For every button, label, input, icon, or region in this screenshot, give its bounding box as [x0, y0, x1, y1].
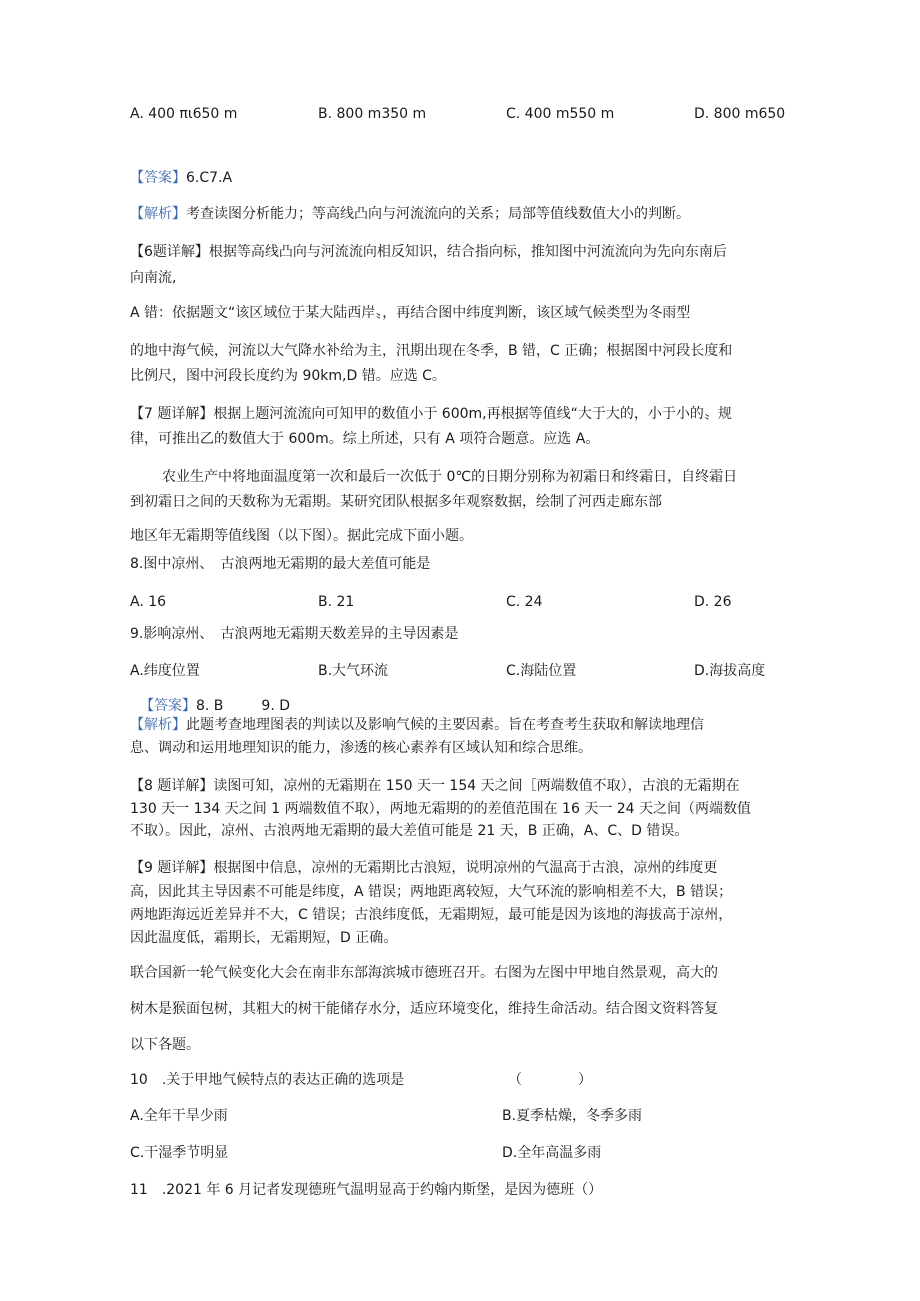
- q9-stem: 9.影响凉州、 古浪两地无霜期天数差异的主导因素是: [130, 626, 459, 642]
- q8-option-d: D. 26: [694, 594, 732, 610]
- q8-option-c: C. 24: [506, 594, 543, 610]
- passage-10-line: 联合国新一轮气候变化大会在南非东部海滨城市德班召开。右图为左图中甲地自然景观，高大的: [130, 965, 718, 981]
- answer-8-9: [140, 696, 290, 716]
- q7-option-b: B. 800 m350 m: [318, 106, 427, 122]
- detail-8-line: 【8 题详解】读图可知，凉州的无霜期在 150 天一 154 天之间［两端数值不取），古浪的无霜期在: [130, 778, 740, 794]
- analysis-8-9: [130, 715, 704, 735]
- passage-10-line: 以下各题。: [130, 1037, 200, 1053]
- q10-option-b: B.夏季枯燥，冬季多雨: [502, 1108, 643, 1124]
- analysis-8-9-cont: 息、调动和运用地理知识的能力，渗透的核心素养有区域认知和综合思维。: [130, 740, 592, 756]
- analysis-tag: 【解析】: [130, 717, 186, 733]
- q9-option-b: B.大气环流: [318, 663, 389, 679]
- q9-option-c: C.海陆位置: [506, 663, 577, 679]
- detail-7-line: 【7 题详解】根据上题河流流向可知甲的数值小于 600m,再根据等值线“大于大的，小于小的〟规: [130, 406, 732, 422]
- answer-text: 8. B: [196, 698, 224, 714]
- q7-option-c: C. 400 m550 m: [506, 106, 615, 122]
- analysis-text: 此题考查地理图表的判读以及影响气候的主要因素。旨在考查考生获取和解读地理信: [186, 717, 704, 733]
- passage-10-line: 树木是猴面包树，其粗大的树干能储存水分，适应环境变化，维持生命活动。结合图文资料答复: [130, 1001, 718, 1017]
- q7-option-d: D. 800 m650: [694, 106, 786, 122]
- detail-6-line: 的地中海气候，河流以大气降水补给为主，汛期出现在冬季，B 错，C 正确；根据图中河段长度和: [130, 343, 733, 359]
- detail-8-line: 不取）。因此，凉州、古浪两地无霜期的最大差值可能是 21 天，B 正确，A、C、D 错误。: [130, 823, 689, 839]
- q10-option-a: A.全年干旱少雨: [130, 1108, 228, 1124]
- detail-8-line: 130 天一 134 天之间 1 两端数值不取），两地无霜期的的差值范围在 16 天一 24 天之间（两端数值: [130, 801, 752, 817]
- q9-option-a: A.纬度位置: [130, 663, 200, 679]
- q10-option-c: C.干湿季节明显: [130, 1145, 229, 1161]
- q8-stem: 8.图中凉州、 古浪两地无霜期的最大差值可能是: [130, 556, 431, 572]
- passage-8-line: 到初霜日之间的天数称为无霜期。某研究团队根据多年观察数据，绘制了河西走廊东部: [130, 494, 662, 510]
- answer-text: 6.C7.A: [186, 170, 233, 186]
- detail-6-line: 向南流,: [130, 270, 177, 286]
- q9-option-d: D.海拔高度: [694, 663, 766, 679]
- answer-tag: 【答案】: [140, 698, 196, 714]
- answer-6-7: [130, 168, 232, 188]
- q10-answer-paren: （ ）: [508, 1072, 592, 1088]
- analysis-6-7: [130, 204, 690, 224]
- q10-option-d: D.全年高温多雨: [502, 1145, 602, 1161]
- detail-6-line: 比例尺，图中河段长度约为 90km,D 错。应选 C。: [130, 368, 446, 384]
- answer-text-2: 9. D: [261, 698, 291, 714]
- detail-6-line: A 错：依据题文“该区域位于某大陆西岸〟，再结合图中纬度判断，该区域气候类型为冬雨型: [130, 305, 691, 321]
- analysis-text: 考查读图分析能力；等高线凸向与河流流向的关系；局部等值线数值大小的判断。: [186, 206, 690, 222]
- q10-stem: 10 .关于甲地气候特点的表达正确的选项是: [130, 1072, 405, 1088]
- detail-7-line: 律，可推出乙的数值大于 600m。综上所述，只有 A 项符合题意。应选 A。: [130, 431, 600, 447]
- detail-9-line: 因此温度低，霜期长，无霜期短，D 正确。: [130, 930, 398, 946]
- q8-option-a: A. 16: [130, 594, 167, 610]
- passage-8-line: 农业生产中将地面温度第一次和最后一次低于 0℃的日期分别称为初霜日和终霜日，自终霜日: [162, 469, 738, 485]
- detail-9-line: 两地距海远近差异并不大，C 错误；古浪纬度低，无霜期短，最可能是因为该地的海拔高于凉州，: [130, 907, 733, 923]
- detail-6-line: 【6题详解】根据等高线凸向与河流流向相反知识，结合指向标，推知图中河流流向为先向东南后: [130, 244, 727, 260]
- q8-option-b: B. 21: [318, 594, 355, 610]
- passage-8-line: 地区年无霜期等值线图（以下图）。据此完成下面小题。: [130, 528, 473, 544]
- detail-9-line: 高，因此其主导因素不可能是纬度，A 错误；两地距离较短，大气环流的影响相差不大，B 错误；: [130, 884, 733, 900]
- answer-tag: 【答案】: [130, 170, 186, 186]
- detail-9-line: 【9 题详解】根据图中信息，凉州的无霜期比古浪短，说明凉州的气温高于古浪，凉州的纬度更: [130, 860, 718, 876]
- analysis-tag: 【解析】: [130, 206, 186, 222]
- q7-option-a: A. 400 πι650 m: [130, 106, 238, 122]
- q11-stem: 11 .2021 年 6 月记者发现德班气温明显高于约翰内斯堡，是因为德班（）: [130, 1182, 603, 1198]
